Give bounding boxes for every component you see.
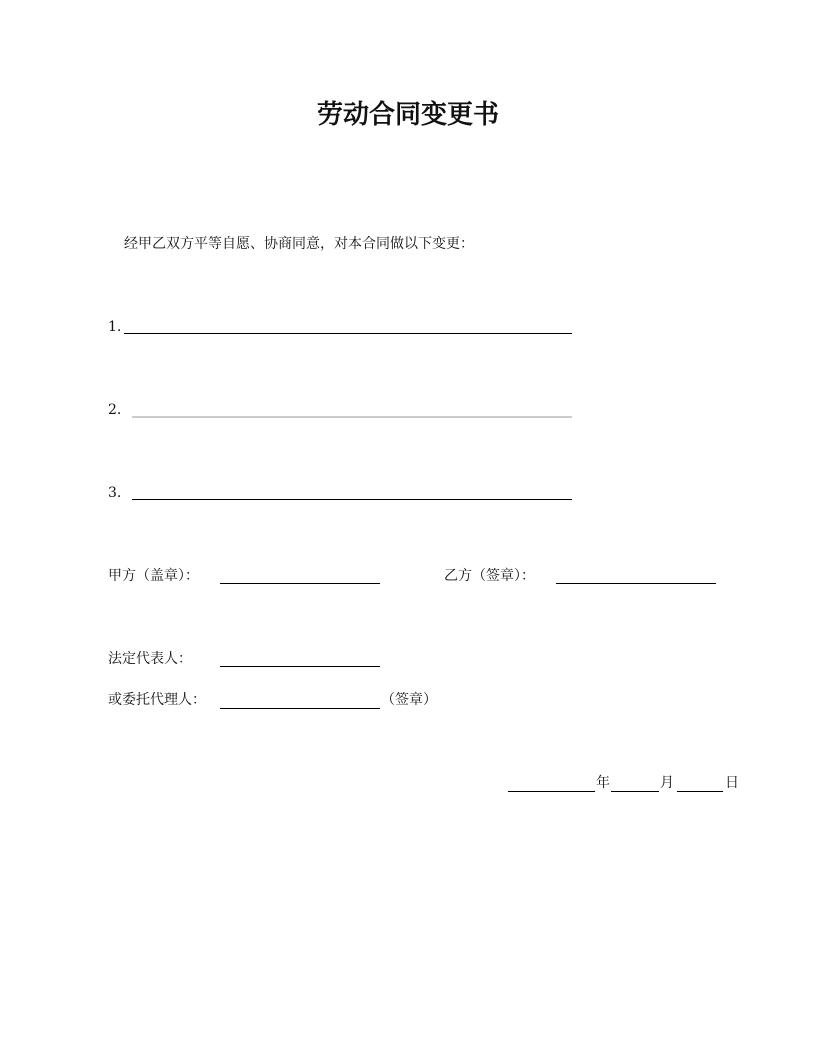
legal-rep-label: 法定代表人：	[108, 651, 192, 667]
item-2-number: 2.	[108, 402, 122, 418]
intro-text: 经甲乙双方平等自愿、协商同意，对本合同做以下变更：	[124, 236, 474, 252]
year-label: 年	[596, 775, 610, 791]
item-1-line[interactable]	[124, 333, 572, 334]
year-line[interactable]	[508, 791, 595, 792]
item-3-number: 3.	[108, 485, 122, 501]
day-label: 日	[725, 775, 739, 791]
item-1-number: 1.	[108, 319, 122, 335]
day-line[interactable]	[677, 791, 723, 792]
party-b-label: 乙方（签章）：	[444, 568, 535, 584]
agent-label: 或委托代理人：	[108, 692, 206, 708]
item-2-line[interactable]	[132, 416, 572, 418]
month-line[interactable]	[611, 791, 659, 792]
month-label: 月	[660, 775, 674, 791]
agent-suffix: （签章）	[381, 692, 437, 708]
party-a-line[interactable]	[220, 583, 380, 584]
party-a-label: 甲方（盖章）：	[108, 568, 199, 584]
document-title: 劳动合同变更书	[316, 100, 499, 130]
item-3-line[interactable]	[132, 499, 572, 500]
legal-rep-line[interactable]	[220, 666, 380, 667]
agent-line[interactable]	[220, 708, 380, 709]
party-b-line[interactable]	[556, 583, 716, 584]
